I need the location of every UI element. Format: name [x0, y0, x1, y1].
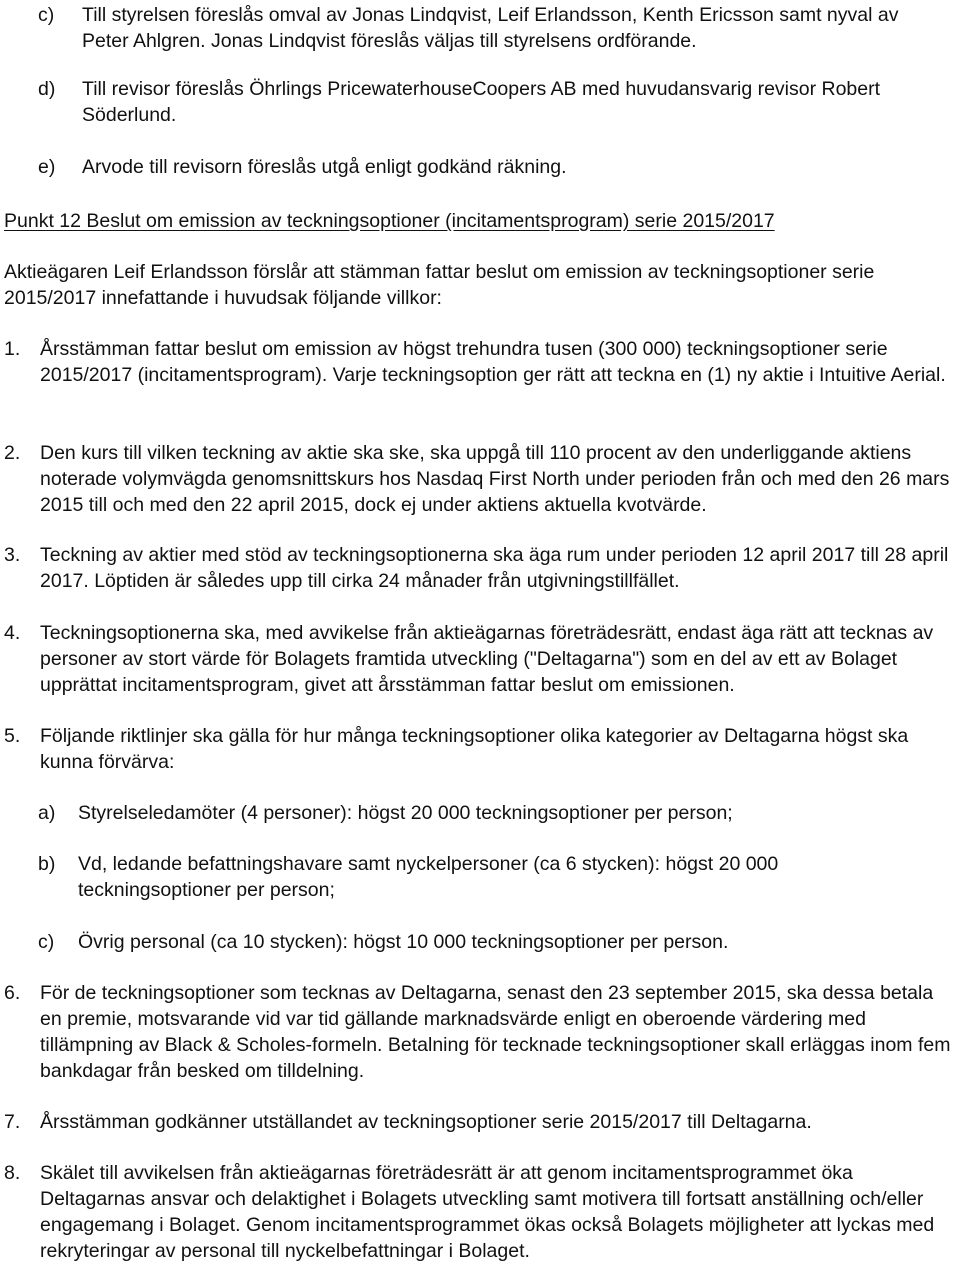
list-item [38, 154, 938, 180]
item-number: 1. [4, 338, 21, 360]
item-text: Årsstämman fattar beslut om emission av högst trehundra tusen (300 000) teckningsoptioner serie 2015/2017 (incitamentsprogram). Varje teckningsoption ger rätt att teckna en (1) ny aktie i Intuitive Aerial. [40, 338, 946, 386]
item-text: Skälet till avvikelsen från aktieägarnas företrädesrätt är att genom incitamentsprogrammet öka Deltagarnas ansvar och delaktighet i Bolagets utveckling samt motivera till fortsatt anställning och/eller engagemang i Bolaget. Genom incitamentsprogrammet ökas också Bolagets möjligheter att lyckas med rekryteringar av personal till nyckelbefattningar i Bolaget. [40, 1162, 935, 1262]
list-item [38, 2, 938, 54]
item-number: 3. [4, 544, 21, 566]
intro-paragraph: Aktieägaren Leif Erlandsson förslår att stämman fattar beslut om emission av teckningsoptioner serie 2015/2017 innefattande i huvudsak följande villkor: [4, 261, 875, 309]
numbered-item [4, 620, 956, 698]
item-text: Årsstämman godkänner utställandet av teckningsoptioner serie 2015/2017 till Deltagarna. [40, 1111, 812, 1133]
item-number: 5. [4, 725, 21, 747]
list-item-text: Till styrelsen föreslås omval av Jonas Lindqvist, Leif Erlandsson, Kenth Ericsson samt nyval av Peter Ahlgren. Jonas Lindqvist föreslås väljas till styrelsens ordförande. [82, 4, 899, 52]
item-text: Den kurs till vilken teckning av aktie ska ske, ska uppgå till 110 procent av den underliggande aktiens noterade volymvägda genomsnittskurs hos Nasdaq First North under perioden från och med den 26 mars 2015 till och med den 22 april 2015, dock ej under aktiens aktuella kvotvärde. [40, 442, 950, 516]
list-marker: c) [38, 4, 55, 26]
list-marker: d) [38, 78, 56, 100]
list-marker: e) [38, 156, 56, 178]
sub-list-text: Övrig personal (ca 10 stycken): högst 10 000 teckningsoptioner per person. [78, 931, 729, 953]
sub-list-item [38, 929, 928, 955]
item-text: Teckningsoptionerna ska, med avvikelse från aktieägarnas företrädesrätt, endast äga rätt att tecknas av personer av stort värde för Bolagets framtida utveckling ("Deltagarna") som en del av ett av Bolaget upprättat incitamentsprogram, givet att årsstämman fattar beslut om emissionen. [40, 622, 934, 696]
numbered-item [4, 1109, 956, 1135]
item-number: 6. [4, 982, 21, 1004]
item-number: 8. [4, 1162, 21, 1184]
sub-list-marker: c) [38, 931, 55, 953]
sub-list-text: Vd, ledande befattningshavare samt nyckelpersoner (ca 6 stycken): högst 20 000 teckningsoptioner per person; [78, 853, 779, 901]
sub-list-marker: b) [38, 853, 56, 875]
list-item-text: Arvode till revisorn föreslås utgå enligt godkänd räkning. [82, 156, 567, 178]
numbered-item [4, 1160, 956, 1264]
numbered-item [4, 440, 956, 518]
sub-list-item [38, 800, 928, 826]
item-number: 7. [4, 1111, 21, 1133]
numbered-item [4, 336, 956, 388]
numbered-item [4, 542, 956, 594]
item-text: Teckning av aktier med stöd av teckningsoptionerna ska äga rum under perioden 12 april 2017 till 28 april 2017. Löptiden är således upp till cirka 24 månader från utgivningstillfället. [40, 544, 949, 592]
sub-list-item [38, 851, 928, 903]
sub-list-marker: a) [38, 802, 56, 824]
item-number: 2. [4, 442, 21, 464]
list-item [38, 76, 938, 128]
numbered-item [4, 723, 956, 775]
item-text: För de teckningsoptioner som tecknas av Deltagarna, senast den 23 september 2015, ska dessa betala en premie, motsvarande vid var tid gällande marknadsvärde enligt en oberoende värdering med tillämpning av Black & Scholes-formeln. Betalning för tecknade teckningsoptioner skall erläggas inom fem bankdagar från besked om tilldelning. [40, 982, 951, 1082]
section-heading: Punkt 12 Beslut om emission av teckningsoptioner (incitamentsprogram) serie 2015/2017 [4, 210, 775, 232]
list-item-text: Till revisor föreslås Öhrlings PricewaterhouseCoopers AB med huvudansvarig revisor Robert Söderlund. [82, 78, 881, 126]
numbered-item [4, 980, 956, 1084]
item-number: 4. [4, 622, 21, 644]
item-text: Följande riktlinjer ska gälla för hur många teckningsoptioner olika kategorier av Deltagarna högst ska kunna förvärva: [40, 725, 909, 773]
sub-list-text: Styrelseledamöter (4 personer): högst 20 000 teckningsoptioner per person; [78, 802, 733, 824]
